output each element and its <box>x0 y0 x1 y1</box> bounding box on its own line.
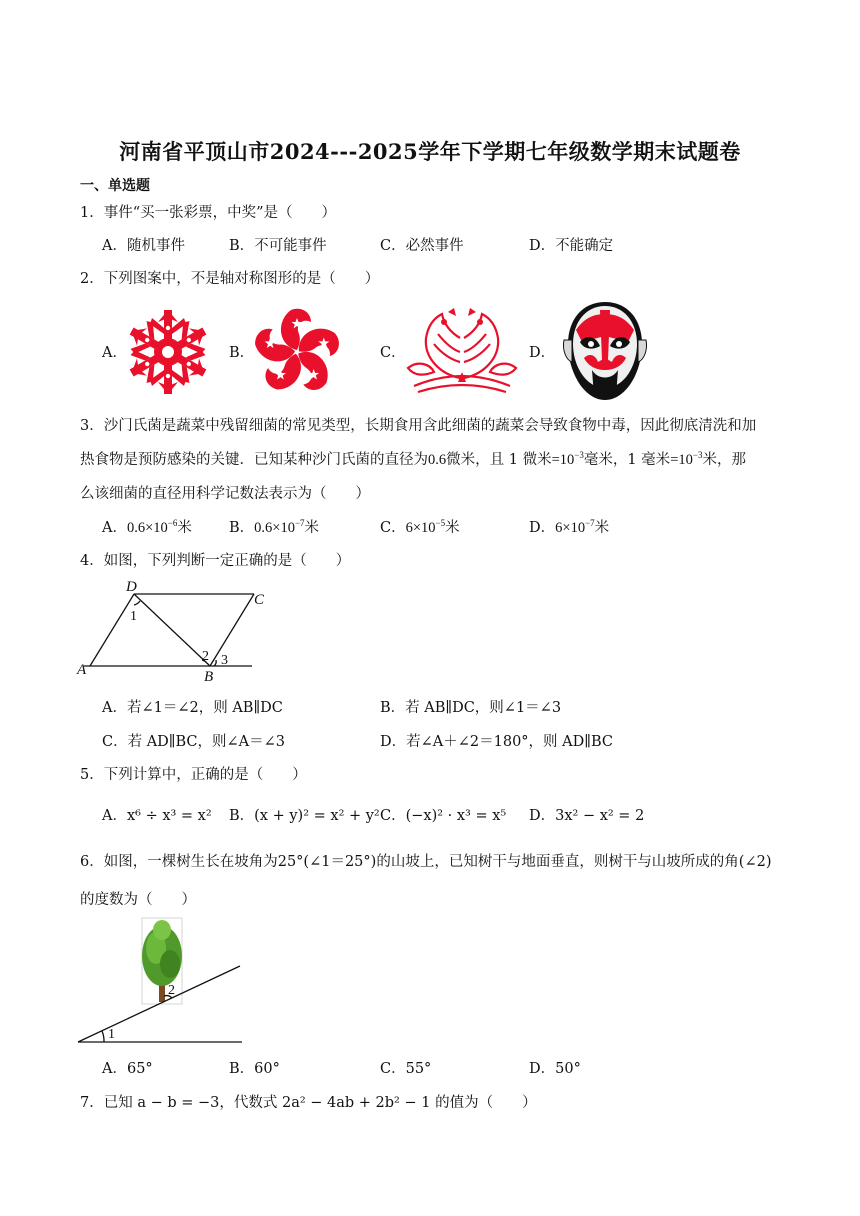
slope-angle-2-label: 2 <box>168 983 175 998</box>
angle-1-label: 1 <box>130 609 137 624</box>
question-6-option-d: D．50° <box>529 1061 581 1077</box>
question-3-line-2: 热食物是预防感染的关键．已知某种沙门氏菌的直径为0.6微米，且 1 微米$=10^{-3}$毫米，1 毫米$=10^{-3}$米，那 <box>80 450 746 468</box>
fish-papercut-icon <box>404 308 520 396</box>
question-3-option-d: D．$6\times 10^{-7}$米 <box>529 518 610 536</box>
question-5-option-c: C．(−x)² · x³ = x⁵ <box>380 808 507 824</box>
vertex-b-label: B <box>204 669 214 684</box>
tree-icon <box>142 920 182 1002</box>
parallelogram-figure <box>74 580 274 684</box>
question-3-option-a: A．$0.6\times 10^{-6}$米 <box>102 518 192 536</box>
question-3-option-c: C．$6\times 10^{-5}$米 <box>380 518 460 536</box>
question-2-stem: 2．下列图案中，不是轴对称图形的是（ ） <box>80 271 380 287</box>
question-1-option-d: D．不能确定 <box>529 238 614 254</box>
vertex-a-label: A <box>77 662 87 678</box>
question-6-option-a: A．65° <box>102 1061 153 1077</box>
question-5-option-d: D．3x² − x² = 2 <box>529 808 645 824</box>
opera-mask-icon <box>562 300 648 404</box>
question-3-line-3: 么该细菌的直径用科学记数法表示为（ ） <box>80 486 370 502</box>
question-5-stem: 5．下列计算中，正确的是（ ） <box>80 767 307 783</box>
question-1-option-c: C．必然事件 <box>380 238 464 254</box>
question-5-option-b: B．(x + y)² = x² + y² <box>229 808 380 824</box>
question-6-option-b: B．60° <box>229 1061 280 1077</box>
tree-on-slope-figure <box>76 916 244 1048</box>
question-2-label-a: A． <box>102 345 127 361</box>
question-4-option-b: B．若 AB∥DC，则∠1＝∠3 <box>380 700 562 716</box>
question-3-line-1: 3．沙门氏菌是蔬菜中残留细菌的常见类型，长期食用含此细菌的蔬菜会导致食物中毒，因此彻底清洗和加 <box>80 418 757 434</box>
question-3-option-b: B．$0.6\times 10^{-7}$米 <box>229 518 320 536</box>
question-4-option-c: C．若 AD∥BC，则∠A＝∠3 <box>102 734 286 750</box>
question-6-line-1: 6．如图，一棵树生长在坡角为25°(∠1＝25°)的山坡上，已知树干与地面垂直，则树干与山坡所成的角(∠2) <box>80 854 772 870</box>
question-4-option-d: D．若∠A＋∠2＝180°，则 AD∥BC <box>380 734 613 750</box>
vertex-d-label: D <box>126 580 137 595</box>
snowflake-papercut-icon <box>124 308 212 396</box>
slope-angle-1-label: 1 <box>108 1027 115 1042</box>
question-7-stem: 7．已知 a − b = −3，代数式 2a² − 4ab + 2b² − 1 的值为（ ） <box>80 1095 537 1111</box>
page-title: 河南省平顶山市2024---2025学年下学期七年级数学期末试题卷 <box>119 139 741 164</box>
question-1-stem: 1．事件“买一张彩票，中奖”是（ ） <box>80 205 337 221</box>
question-6-line-2: 的度数为（ ） <box>80 892 196 908</box>
vertex-c-label: C <box>254 592 265 608</box>
angle-3-label: 3 <box>221 653 228 668</box>
question-4-option-a: A．若∠1＝∠2，则 AB∥DC <box>102 700 283 716</box>
question-4-stem: 4．如图，下列判断一定正确的是（ ） <box>80 553 351 569</box>
bauhinia-flag-icon <box>251 306 343 398</box>
question-2-label-d: D． <box>529 345 556 361</box>
question-5-option-a: A．x⁶ ÷ x³ = x² <box>102 808 212 824</box>
question-1-option-b: B．不可能事件 <box>229 238 327 254</box>
section-heading: 一、单选题 <box>80 178 150 194</box>
question-2-label-b: B． <box>229 345 255 361</box>
angle-2-label: 2 <box>202 649 209 664</box>
question-1-option-a: A．随机事件 <box>102 238 185 254</box>
question-6-option-c: C．55° <box>380 1061 432 1077</box>
question-2-label-c: C． <box>380 345 406 361</box>
